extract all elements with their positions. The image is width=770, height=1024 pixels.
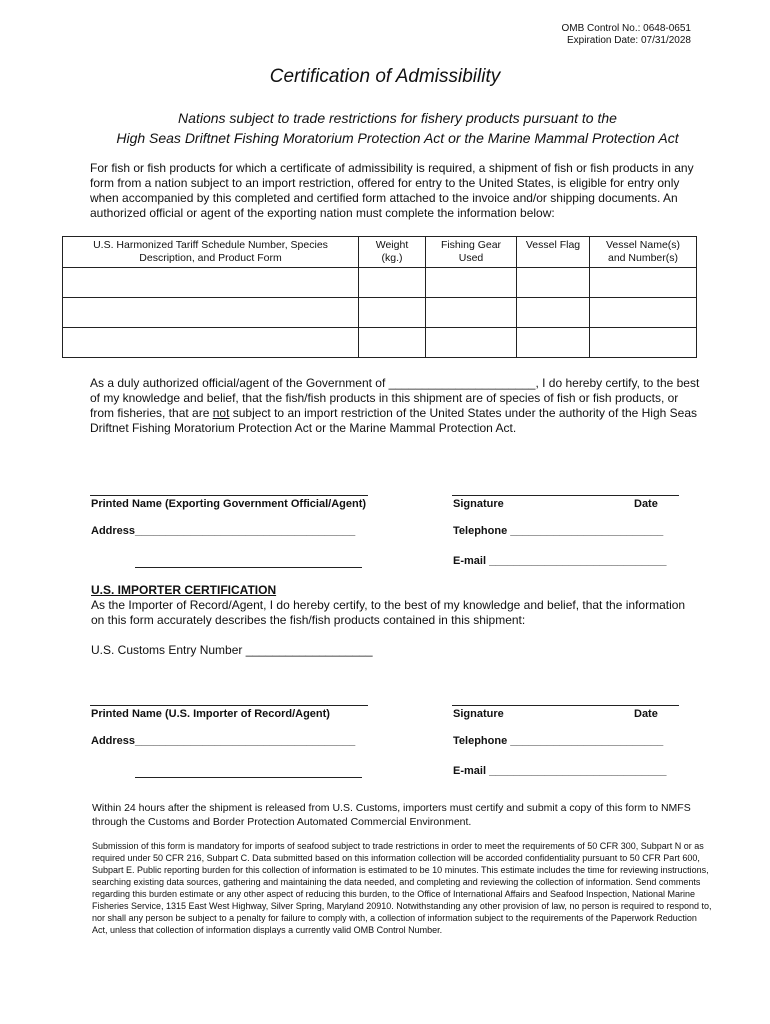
table-cell[interactable] [63,328,359,358]
exporter-telephone-field[interactable]: Telephone _________________________ [453,525,664,537]
table-cell[interactable] [63,298,359,328]
header-vessel-flag [517,237,590,268]
header-vessel-line-2: and Number(s) [607,252,679,264]
importer-signature-label: Signature [453,708,504,720]
importer-address-line-2[interactable] [135,777,362,778]
exporter-certification-text [90,376,702,436]
header-tariff-line-1: U.S. Harmonized Tariff Schedule Number, Species [93,239,328,251]
exporter-signature-line[interactable] [452,495,679,496]
table-cell[interactable] [517,298,590,328]
table-row [63,268,697,298]
subtitle-line-2: High Seas Driftnet Fishing Moratorium Protection Act or the Marine Mammal Protection Act [116,130,679,146]
header-weight-line-2: (kg.) [381,252,403,264]
importer-date-label: Date [634,708,658,720]
page-title: Certification of Admissibility [269,66,501,87]
exporter-name-line[interactable] [90,495,368,496]
table-cell[interactable] [426,298,517,328]
cert-text-not: not [212,406,230,420]
table-cell[interactable] [590,298,697,328]
subtitle-line-1: Nations subject to trade restrictions for fishery products pursuant to the [178,110,617,126]
importer-address-field[interactable]: Address____________________________________ [91,735,356,747]
submission-deadline-note: Within 24 hours after the shipment is released from U.S. Customs, importers must certify and submit a copy of this form to NMFS through the Customs and Border Protection Automated Commercial Environment. [92,802,691,828]
table-row [63,328,697,358]
table-cell[interactable] [517,328,590,358]
omb-block [561,23,691,47]
cert-text-part-1: As a duly authorized official/agent of the Government of ______________________, I do hereby certify, to the best of my knowledge and belief, that the fish/fish products in this shipment are of species of fish or fish products, or from fisheries, that are [90,376,700,420]
importer-name-line[interactable] [90,705,368,706]
importer-telephone-field[interactable]: Telephone _________________________ [453,735,664,747]
intro-paragraph: For fish or fish products for which a certificate of admissibility is required, a shipment of fish or fish products in any form from a nation subject to an import restriction, offered for entry to the United States, is eligible for entry only when accompanied by this completed and certified form attached to the invoice and/or shipping documents. An authorized official or agent of the exporting nation must complete the information below: [90,161,694,220]
importer-signature-line[interactable] [452,705,679,706]
expiration-date: Expiration Date: 07/31/2028 [567,35,691,46]
exporter-date-label: Date [634,498,658,510]
table-cell[interactable] [426,268,517,298]
importer-certification-text: As the Importer of Record/Agent, I do hereby certify, to the best of my knowledge and belief, that the information on this form accurately describes the fish/fish products contained in this shipment: [91,598,686,627]
customs-entry-number-field[interactable]: U.S. Customs Entry Number ___________________ [91,643,373,657]
paperwork-burden-statement: Submission of this form is mandatory for imports of seafood subject to trade restrictions in order to meet the requirements of 50 CFR 300, Subpart N or as required under 50 CFR 216, Subpart C. Data submitted based on this information collection will be accorded confidentiality pursuant to 50 CFR Part 600, Subpart E. Public reporting burden for this collection of information is estimated to be 10 minutes. This estimate includes the time for reviewing instructions, searching existing data sources, gathering and maintaining the data needed, and completing and reviewing the collection of information. Send comments regarding this burden estimate or any other aspect of reducing this burden, to the Office of International Affairs and Seafood Inspection, National Marine Fisheries Service, 1315 East West Highway, Silver Spring, Maryland 20910. Notwithstanding any other provision of law, no person is required to respond to, nor shall any person be subject to a penalty for failure to comply with, a collection of information subject to the requirements of the Paperwork Reduction Act, unless that collection of information displays a currently valid OMB Control Number. [92,841,712,935]
exporter-signature-label: Signature [453,498,504,510]
omb-control-number: OMB Control No.: 0648-0651 [561,23,691,34]
header-tariff-line-2: Description, and Product Form [139,252,282,264]
header-gear-line-2: Used [458,252,484,264]
product-table-header [63,237,697,268]
header-vessel-line-1: Vessel Name(s) [605,239,681,251]
table-cell[interactable] [590,328,697,358]
page-subtitle [0,108,770,148]
table-cell[interactable] [359,268,426,298]
importer-email-field[interactable]: E-mail _____________________________ [453,765,667,777]
header-gear-line-1: Fishing Gear [440,239,502,251]
table-cell[interactable] [590,268,697,298]
table-cell[interactable] [517,268,590,298]
table-cell[interactable] [426,328,517,358]
product-table [62,236,697,358]
table-cell[interactable] [63,268,359,298]
header-fishing-gear [426,237,517,268]
table-cell[interactable] [359,298,426,328]
cert-text-part-2: subject to an import restriction of the United States under the authority of the High Seas Driftnet Fishing Moratorium Protection Act or the Marine Mammal Protection Act. [90,406,697,435]
header-tariff-species [63,237,359,268]
header-weight [359,237,426,268]
exporter-address-field[interactable]: Address____________________________________ [91,525,356,537]
importer-certification-heading: U.S. IMPORTER CERTIFICATION [91,583,277,597]
header-weight-line-1: Weight [375,239,409,251]
table-cell[interactable] [359,328,426,358]
exporter-printed-name-label: Printed Name (Exporting Government Official/Agent) [91,498,367,510]
table-row [63,298,697,328]
header-flag-line-1: Vessel Flag [525,239,581,251]
exporter-email-field[interactable]: E-mail _____________________________ [453,555,667,567]
importer-printed-name-label: Printed Name (U.S. Importer of Record/Agent) [91,708,330,720]
header-vessel-name [590,237,697,268]
exporter-address-line-2[interactable] [135,567,362,568]
